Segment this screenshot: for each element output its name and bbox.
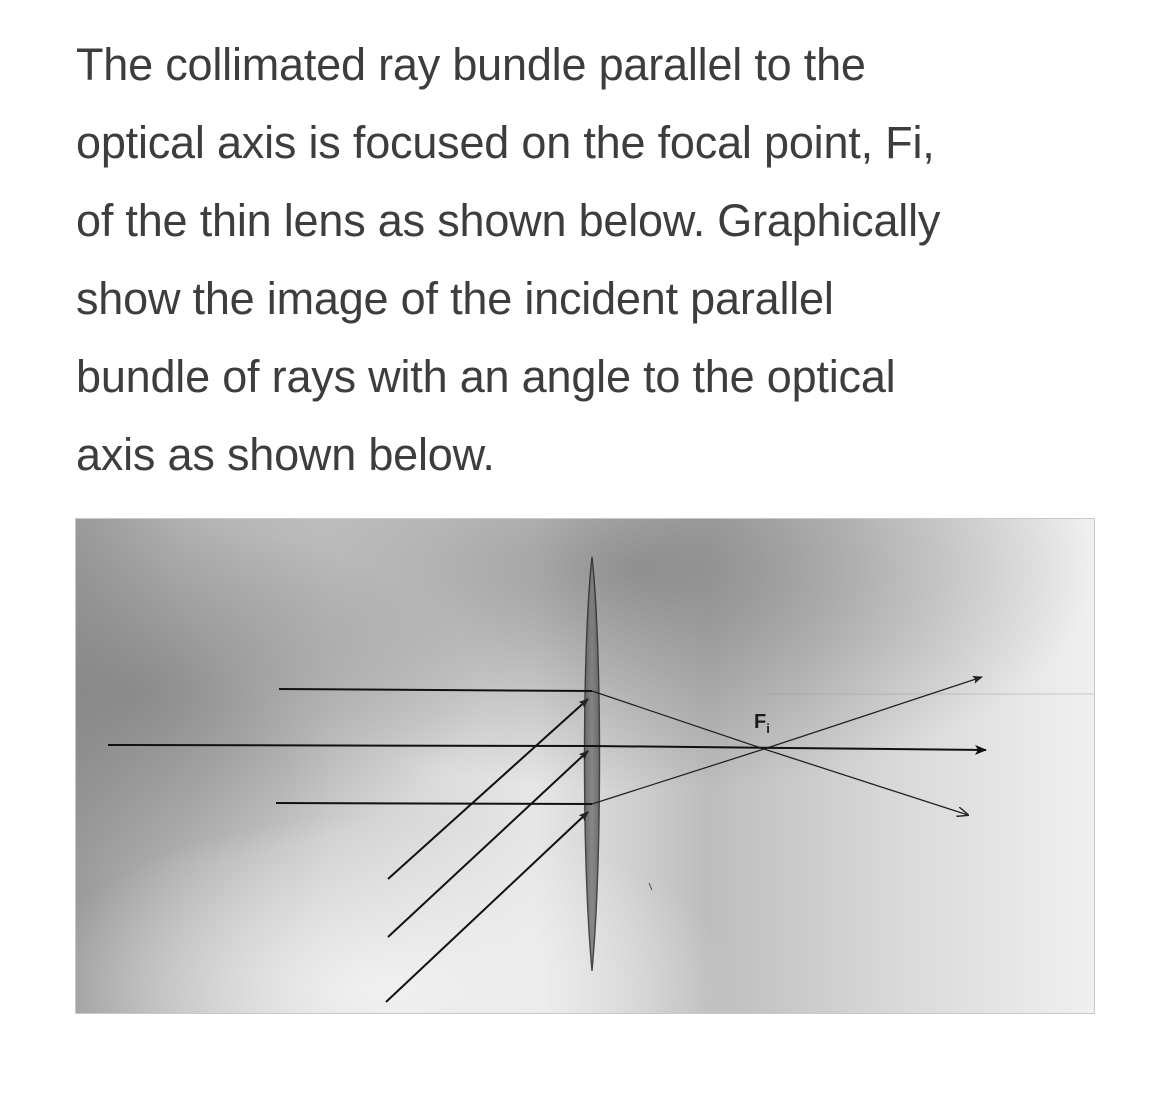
question-line-1: The collimated ray bundle parallel to the bbox=[76, 39, 866, 90]
optical-axis-incident bbox=[108, 745, 592, 746]
incident-ray-bottom bbox=[276, 803, 592, 804]
focal-label-subscript: i bbox=[766, 721, 770, 736]
focal-label-main: F bbox=[754, 711, 767, 733]
lens-diagram-photo bbox=[75, 518, 1095, 1014]
question-line-4: show the image of the incident parallel bbox=[76, 273, 834, 324]
question-line-6: axis as shown below. bbox=[76, 429, 495, 480]
question-line-5: bundle of rays with an angle to the optical bbox=[76, 351, 896, 402]
question-line-3: of the thin lens as shown below. Graphically bbox=[76, 195, 941, 246]
lens-diagram bbox=[76, 519, 1095, 1014]
question-line-2: optical axis is focused on the focal point, Fi, bbox=[76, 117, 935, 168]
question-text bbox=[76, 26, 1116, 494]
